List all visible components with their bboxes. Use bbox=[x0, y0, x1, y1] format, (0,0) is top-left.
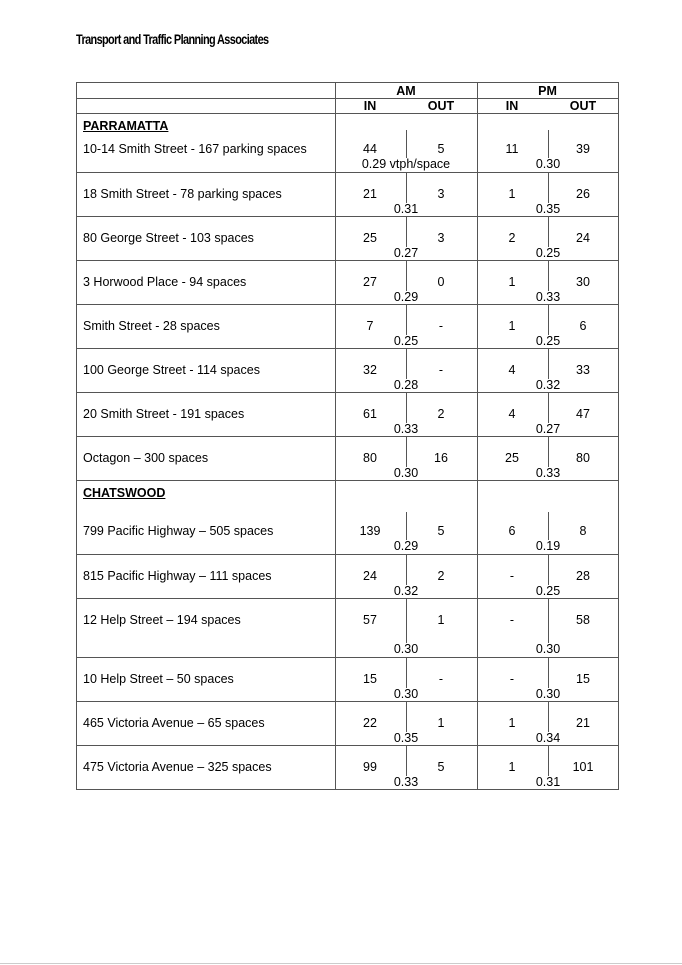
site-label: 465 Victoria Avenue – 65 spaces bbox=[83, 716, 265, 730]
table-row bbox=[77, 172, 618, 216]
am-in-value: 57 bbox=[363, 613, 377, 627]
pm-out-value: 8 bbox=[579, 524, 587, 538]
column-divider bbox=[335, 114, 336, 172]
column-divider bbox=[406, 173, 407, 203]
section-heading-parramatta: PARRAMATTA bbox=[83, 119, 169, 133]
am-in-value: 61 bbox=[363, 407, 377, 421]
column-divider bbox=[335, 437, 336, 480]
table-row bbox=[77, 113, 618, 172]
pm-out-value: 101 bbox=[572, 760, 594, 774]
company-header: Transport and Traffic Planning Associates bbox=[76, 31, 269, 47]
am-in-value: 25 bbox=[363, 231, 377, 245]
column-divider bbox=[548, 393, 549, 423]
pm-out-value: 21 bbox=[576, 716, 590, 730]
am-out-value: - bbox=[438, 363, 444, 377]
am-out-value: 16 bbox=[434, 451, 448, 465]
column-divider bbox=[335, 173, 336, 216]
am-rate-value: 0.31 bbox=[393, 202, 419, 216]
column-divider bbox=[335, 599, 336, 657]
site-label: 80 George Street - 103 spaces bbox=[83, 231, 254, 245]
pm-in-value: 4 bbox=[508, 363, 516, 377]
pm-in-value: 1 bbox=[508, 760, 516, 774]
am-out-value: 2 bbox=[437, 569, 445, 583]
header-group-row bbox=[77, 83, 618, 98]
header-am: AM bbox=[396, 84, 416, 98]
column-divider bbox=[335, 99, 336, 113]
page-edge-divider bbox=[0, 963, 682, 964]
column-divider bbox=[548, 555, 549, 585]
column-divider bbox=[335, 393, 336, 436]
pm-out-value: 33 bbox=[576, 363, 590, 377]
column-divider bbox=[406, 746, 407, 776]
am-rate-value: 0.33 bbox=[393, 422, 419, 436]
pm-out-value: 39 bbox=[576, 142, 590, 156]
section-heading-chatswood: CHATSWOOD bbox=[83, 486, 166, 500]
pm-rate-value: 0.35 bbox=[535, 202, 561, 216]
pm-rate-value: 0.33 bbox=[535, 466, 561, 480]
column-divider bbox=[548, 658, 549, 688]
pm-in-value: 25 bbox=[505, 451, 519, 465]
am-rate-value: 0.30 bbox=[393, 687, 419, 701]
table-row bbox=[77, 436, 618, 480]
column-divider bbox=[406, 217, 407, 247]
am-out-value: 2 bbox=[437, 407, 445, 421]
am-rate-value: 0.27 bbox=[393, 246, 419, 260]
column-divider bbox=[548, 437, 549, 467]
column-divider bbox=[477, 217, 478, 260]
column-divider bbox=[335, 349, 336, 392]
column-divider bbox=[548, 599, 549, 643]
column-divider bbox=[548, 305, 549, 335]
am-in-value: 24 bbox=[363, 569, 377, 583]
column-divider bbox=[477, 114, 478, 172]
am-out-value: 0 bbox=[437, 275, 445, 289]
table-row bbox=[77, 745, 618, 789]
pm-rate-value: 0.19 bbox=[535, 539, 561, 553]
column-divider bbox=[335, 746, 336, 789]
pm-rate-value: 0.30 bbox=[535, 642, 561, 656]
pm-out-value: 6 bbox=[579, 319, 587, 333]
am-out-value: - bbox=[438, 672, 444, 686]
pm-out-value: 24 bbox=[576, 231, 590, 245]
column-divider bbox=[477, 555, 478, 598]
site-label: Smith Street - 28 spaces bbox=[83, 319, 220, 333]
pm-in-value: 1 bbox=[508, 319, 516, 333]
column-divider bbox=[548, 130, 549, 158]
header-column-row bbox=[77, 98, 618, 113]
column-divider bbox=[406, 555, 407, 585]
site-label: 18 Smith Street - 78 parking spaces bbox=[83, 187, 282, 201]
column-divider bbox=[477, 702, 478, 745]
am-rate-value: 0.29 vtph/space bbox=[361, 157, 451, 171]
pm-in-value: 6 bbox=[508, 524, 516, 538]
pm-in-value: - bbox=[509, 569, 515, 583]
table-row bbox=[77, 304, 618, 348]
column-divider bbox=[477, 261, 478, 304]
column-divider bbox=[335, 702, 336, 745]
am-in-value: 22 bbox=[363, 716, 377, 730]
pm-in-value: 1 bbox=[508, 716, 516, 730]
am-rate-value: 0.30 bbox=[393, 466, 419, 480]
table-row bbox=[77, 216, 618, 260]
column-divider bbox=[406, 349, 407, 379]
site-label: 10 Help Street – 50 spaces bbox=[83, 672, 234, 686]
site-label: 20 Smith Street - 191 spaces bbox=[83, 407, 245, 421]
site-label: 10-14 Smith Street - 167 parking spaces bbox=[83, 142, 307, 156]
pm-out-value: 58 bbox=[576, 613, 590, 627]
pm-out-value: 80 bbox=[576, 451, 590, 465]
column-divider bbox=[335, 261, 336, 304]
column-divider bbox=[477, 349, 478, 392]
column-divider bbox=[335, 555, 336, 598]
pm-in-value: - bbox=[509, 672, 515, 686]
pm-out-value: 28 bbox=[576, 569, 590, 583]
column-divider bbox=[335, 305, 336, 348]
am-out-value: 1 bbox=[437, 613, 445, 627]
site-label: 799 Pacific Highway – 505 spaces bbox=[83, 524, 274, 538]
am-out-value: 5 bbox=[437, 142, 445, 156]
am-in-value: 44 bbox=[363, 142, 377, 156]
site-label: 12 Help Street – 194 spaces bbox=[83, 613, 241, 627]
column-divider bbox=[548, 349, 549, 379]
pm-rate-value: 0.32 bbox=[535, 378, 561, 392]
pm-rate-value: 0.25 bbox=[535, 584, 561, 598]
am-rate-value: 0.29 bbox=[393, 539, 419, 553]
table-row bbox=[77, 598, 618, 657]
table-row bbox=[77, 348, 618, 392]
am-rate-value: 0.29 bbox=[393, 290, 419, 304]
pm-in-value: 4 bbox=[508, 407, 516, 421]
column-divider bbox=[335, 481, 336, 554]
pm-in-value: 2 bbox=[508, 231, 516, 245]
am-out-value: 3 bbox=[437, 187, 445, 201]
column-divider bbox=[335, 217, 336, 260]
am-out-value: 5 bbox=[437, 524, 445, 538]
pm-rate-value: 0.27 bbox=[535, 422, 561, 436]
pm-rate-value: 0.25 bbox=[535, 334, 561, 348]
am-rate-value: 0.28 bbox=[393, 378, 419, 392]
column-divider bbox=[406, 261, 407, 291]
site-label: Octagon – 300 spaces bbox=[83, 451, 209, 465]
column-divider bbox=[477, 746, 478, 789]
pm-rate-value: 0.25 bbox=[535, 246, 561, 260]
table-row bbox=[77, 480, 618, 554]
column-divider bbox=[548, 261, 549, 291]
column-divider bbox=[477, 437, 478, 480]
am-rate-value: 0.33 bbox=[393, 775, 419, 789]
column-divider bbox=[477, 99, 478, 113]
column-divider bbox=[477, 658, 478, 701]
column-divider bbox=[406, 305, 407, 335]
column-divider bbox=[406, 658, 407, 688]
pm-rate-value: 0.30 bbox=[535, 157, 561, 171]
pm-in-value: - bbox=[509, 613, 515, 627]
column-divider bbox=[548, 512, 549, 540]
table-row bbox=[77, 392, 618, 436]
column-divider bbox=[548, 702, 549, 732]
column-divider bbox=[548, 217, 549, 247]
header-pm-in: IN bbox=[505, 99, 519, 113]
am-in-value: 27 bbox=[363, 275, 377, 289]
pm-in-value: 1 bbox=[508, 275, 516, 289]
table-row bbox=[77, 701, 618, 745]
pm-in-value: 11 bbox=[505, 142, 519, 156]
am-in-value: 32 bbox=[363, 363, 377, 377]
column-divider bbox=[477, 481, 478, 554]
column-divider bbox=[335, 658, 336, 701]
column-divider bbox=[548, 746, 549, 776]
header-am-in: IN bbox=[363, 99, 377, 113]
am-in-value: 139 bbox=[359, 524, 381, 538]
site-label: 475 Victoria Avenue – 325 spaces bbox=[83, 760, 272, 774]
pm-out-value: 15 bbox=[576, 672, 590, 686]
column-divider bbox=[406, 437, 407, 467]
column-divider bbox=[477, 393, 478, 436]
header-pm: PM bbox=[538, 84, 557, 98]
am-rate-value: 0.25 bbox=[393, 334, 419, 348]
column-divider bbox=[406, 512, 407, 540]
pm-rate-value: 0.31 bbox=[535, 775, 561, 789]
header-am-out: OUT bbox=[427, 99, 455, 113]
site-label: 3 Horwood Place - 94 spaces bbox=[83, 275, 247, 289]
column-divider bbox=[406, 393, 407, 423]
site-label: 100 George Street - 114 spaces bbox=[83, 363, 260, 377]
am-out-value: 1 bbox=[437, 716, 445, 730]
pm-rate-value: 0.33 bbox=[535, 290, 561, 304]
pm-in-value: 1 bbox=[508, 187, 516, 201]
am-rate-value: 0.35 bbox=[393, 731, 419, 745]
column-divider bbox=[406, 130, 407, 158]
pm-rate-value: 0.34 bbox=[535, 731, 561, 745]
am-in-value: 15 bbox=[363, 672, 377, 686]
column-divider bbox=[477, 305, 478, 348]
column-divider bbox=[406, 702, 407, 732]
column-divider bbox=[477, 599, 478, 657]
am-in-value: 80 bbox=[363, 451, 377, 465]
am-out-value: 3 bbox=[437, 231, 445, 245]
am-rate-value: 0.32 bbox=[393, 584, 419, 598]
column-divider bbox=[406, 599, 407, 643]
am-in-value: 99 bbox=[363, 760, 377, 774]
pm-out-value: 26 bbox=[576, 187, 590, 201]
trip-generation-table bbox=[76, 82, 619, 790]
am-rate-value: 0.30 bbox=[393, 642, 419, 656]
table-row bbox=[77, 260, 618, 304]
am-out-value: 5 bbox=[437, 760, 445, 774]
pm-out-value: 47 bbox=[576, 407, 590, 421]
am-in-value: 7 bbox=[366, 319, 374, 333]
am-in-value: 21 bbox=[363, 187, 377, 201]
column-divider bbox=[477, 173, 478, 216]
am-out-value: - bbox=[438, 319, 444, 333]
table-row bbox=[77, 554, 618, 598]
header-pm-out: OUT bbox=[569, 99, 597, 113]
table-row bbox=[77, 657, 618, 701]
pm-rate-value: 0.30 bbox=[535, 687, 561, 701]
site-label: 815 Pacific Highway – 111 spaces bbox=[83, 569, 272, 583]
pm-out-value: 30 bbox=[576, 275, 590, 289]
column-divider bbox=[548, 173, 549, 203]
